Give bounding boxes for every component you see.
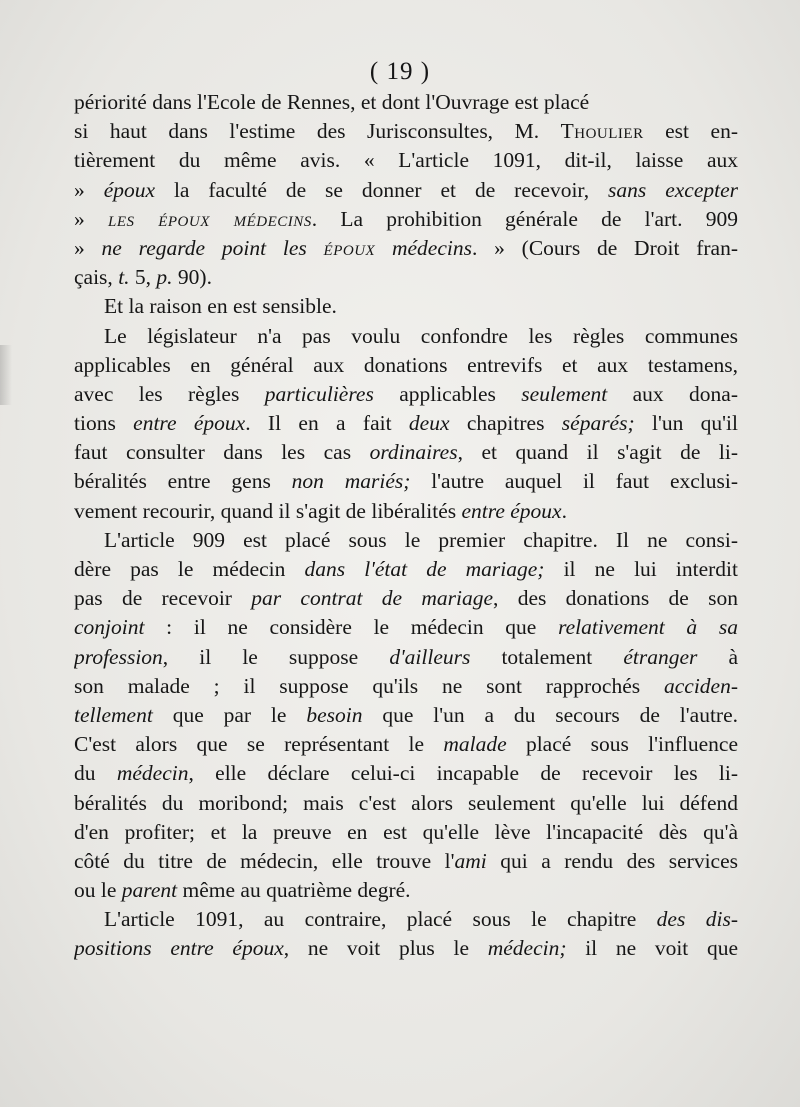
text-line: [74, 146, 738, 175]
emphasis-text: entre époux: [461, 498, 562, 523]
text-segment: 5,: [129, 265, 157, 290]
text-line: [74, 380, 738, 409]
emphasis-text: besoin: [306, 702, 363, 727]
text-segment: béralités entre gens: [74, 469, 292, 494]
emphasis-text: p.: [156, 265, 173, 290]
emphasis-text: profession: [74, 644, 163, 669]
text-segment: L'article 909 est placé sous le premier chapitre. Il ne consi-: [104, 527, 738, 552]
text-line: [74, 497, 738, 526]
emphasis-text: t.: [118, 265, 130, 290]
emphasis-text: médecin: [116, 761, 189, 786]
text-line: [74, 409, 738, 438]
text-segment: côté du titre de médecin, elle trouve l': [74, 848, 455, 873]
emphasis-text: positions entre époux: [74, 936, 284, 961]
text-segment: est en-: [643, 119, 738, 144]
emphasis-text: médecins: [375, 235, 472, 260]
page-number: ( 19 ): [369, 58, 431, 85]
emphasis-text: entre époux: [133, 411, 246, 436]
text-segment: à: [697, 644, 738, 669]
text-segment: , il le suppose: [162, 644, 390, 669]
text-line: [74, 176, 738, 205]
text-line: [74, 292, 738, 321]
text-line: [74, 905, 738, 934]
text-line: [74, 789, 738, 818]
text-segment: Et la raison en est sensible.: [104, 294, 337, 319]
text-line: [74, 613, 738, 642]
text-line: [74, 730, 738, 759]
text-segment: . » (Cours de Droit fran-: [471, 235, 738, 260]
text-segment: l'un qu'il: [634, 411, 738, 436]
emphasis-text: les époux médecins: [107, 206, 312, 231]
emphasis-text: par contrat de mariage: [251, 586, 494, 611]
page-edge-smudge: [0, 345, 12, 405]
text-segment: même au quatrième degré.: [177, 878, 411, 903]
text-segment: . Il en a fait: [245, 411, 409, 436]
text-line: [74, 759, 738, 788]
text-segment: vement recourir, quand il s'agit de libéralités: [74, 498, 462, 523]
text-segment: : il ne considère le médecin que: [144, 615, 559, 640]
text-line: [74, 701, 738, 730]
text-line: [74, 847, 738, 876]
emphasis-text: époux: [103, 177, 156, 202]
text-line: [74, 818, 738, 847]
text-segment: pas de recevoir: [74, 586, 252, 611]
text-segment: béralités du moribond; mais c'est alors seulement qu'elle lui défend: [74, 790, 738, 815]
emphasis-text: Thoulier: [560, 119, 644, 144]
emphasis-text: ami: [454, 848, 487, 873]
emphasis-text: séparés;: [561, 411, 635, 436]
text-segment: faut consulter dans les cas: [74, 440, 370, 465]
text-line: [74, 234, 738, 263]
text-line: [74, 205, 738, 234]
text-segment: son malade ; il suppose qu'ils ne sont rapprochés: [74, 673, 664, 698]
text-segment: du: [74, 761, 117, 786]
text-line: [74, 876, 738, 905]
text-line: [74, 643, 738, 672]
text-segment: avec les règles: [74, 381, 265, 406]
emphasis-text: acciden-: [663, 673, 738, 698]
emphasis-text: sans excepter: [608, 177, 738, 202]
emphasis-text: parent: [121, 878, 178, 903]
emphasis-text: tellement: [74, 702, 153, 727]
text-segment: il ne lui interdit: [544, 557, 738, 581]
text-segment: la faculté de se donner et de recevoir,: [155, 177, 609, 202]
text-line: [74, 117, 738, 146]
text-segment: totalement: [470, 644, 624, 669]
text-line: [74, 934, 738, 963]
text-segment: . La prohibition générale de l'art. 909: [311, 206, 738, 231]
emphasis-text: dans l'état de mariage;: [304, 557, 545, 581]
text-segment: Le législateur n'a pas voulu confondre les règles communes: [104, 323, 738, 348]
text-segment: 90).: [172, 265, 212, 290]
text-segment: placé sous l'influence: [506, 732, 738, 757]
text-line: [74, 555, 738, 584]
text-segment: l'autre auquel il faut exclusi-: [410, 469, 738, 494]
text-line: [74, 438, 738, 467]
text-segment: que par le: [152, 702, 307, 727]
text-segment: C'est alors que se représentant le: [74, 732, 444, 757]
emphasis-text: deux: [408, 411, 450, 436]
emphasis-text: seulement: [521, 381, 608, 406]
emphasis-text: relativement à sa: [558, 615, 738, 640]
emphasis-text: époux: [323, 235, 376, 260]
emphasis-text: étranger: [623, 644, 698, 669]
text-line: [74, 672, 738, 701]
emphasis-text: ordinaires: [369, 440, 458, 465]
text-segment: tions: [74, 411, 134, 436]
text-segment: , ne voit plus le: [283, 936, 488, 961]
text-segment: dère pas le médecin: [74, 557, 305, 581]
text-segment: ou le: [74, 878, 122, 903]
text-segment: aux dona-: [607, 381, 738, 406]
emphasis-text: médecin;: [487, 936, 567, 961]
emphasis-text: conjoint: [74, 615, 145, 640]
emphasis-text: des dis-: [656, 907, 738, 932]
text-segment: applicables: [373, 381, 522, 406]
text-segment: tièrement du même avis. « L'article 1091, dit-il, laisse aux: [74, 148, 738, 173]
text-segment: que l'un a du secours de l'autre.: [362, 702, 738, 727]
emphasis-text: d'ailleurs: [389, 644, 471, 669]
emphasis-text: non mariés;: [291, 469, 411, 494]
text-segment: L'article 1091, au contraire, placé sous le chapitre: [104, 907, 657, 932]
text-line: [74, 526, 738, 555]
text-line: [74, 467, 738, 496]
text-segment: si haut dans l'estime des Jurisconsultes, M.: [74, 119, 561, 144]
emphasis-text: particulières: [264, 381, 374, 406]
text-segment: chapitres: [449, 411, 562, 436]
text-segment: , et quand il s'agit de li-: [457, 440, 738, 465]
text-segment: »: [74, 206, 108, 231]
emphasis-text: malade: [443, 732, 507, 757]
body-text: [74, 88, 738, 964]
text-segment: »: [74, 177, 104, 202]
text-segment: »: [74, 235, 102, 260]
text-segment: il ne voit que: [566, 936, 738, 961]
text-segment: d'en profiter; et la preuve en est qu'elle lève l'incapacité dès qu'à: [74, 819, 738, 844]
text-line: [74, 351, 738, 380]
text-segment: , des donations de son: [493, 586, 738, 611]
text-segment: applicables en général aux donations entrevifs et aux testamens,: [74, 352, 738, 377]
text-line: [74, 263, 738, 292]
emphasis-text: ne regarde point les: [101, 235, 324, 260]
text-segment: , elle déclare celui-ci incapable de recevoir les li-: [188, 761, 738, 786]
text-line: [74, 88, 738, 117]
text-segment: çais,: [74, 265, 119, 290]
text-segment: .: [561, 498, 567, 523]
text-line: [74, 322, 738, 351]
text-segment: qui a rendu des services: [486, 848, 738, 873]
text-line: [74, 584, 738, 613]
text-segment: périorité dans l'Ecole de Rennes, et dont l'Ouvrage est placé: [74, 90, 590, 114]
